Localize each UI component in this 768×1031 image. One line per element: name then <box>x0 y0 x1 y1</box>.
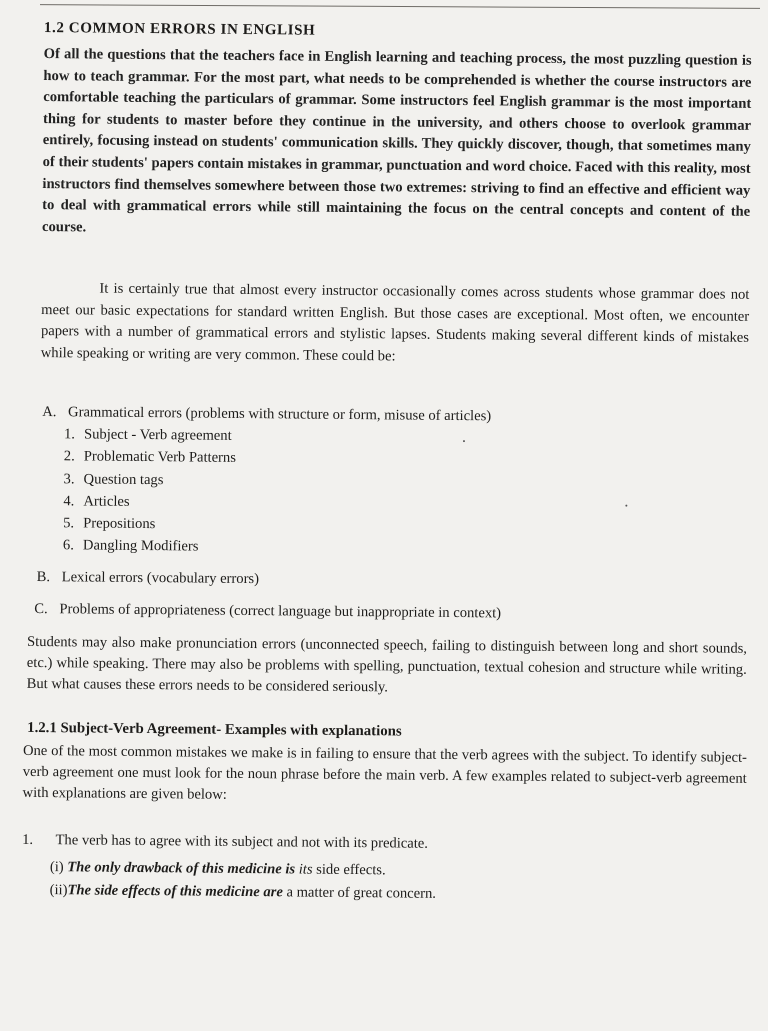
sublist-item-num: 2. <box>63 448 75 465</box>
list-text-a: Grammatical errors (problems with structure or form, misuse of articles) <box>68 404 492 425</box>
sublist-item-text: Prepositions <box>83 515 156 533</box>
sublist-item-text: Subject - Verb agreement <box>83 426 232 444</box>
paragraph-intro: Of all the questions that the teachers face in English learning and teaching process, the most puzzling question is how to teach grammar. For the most part, what needs to be comprehended is whether the course instructors are comfortable teaching the particulars of grammar. Some instructors feel English grammar is the most important thing for students to master before they continue in the university, and others choose to overlook grammar entirely, focusing instead on students' communication skills. They quickly discover, though, that sometimes many of their students' papers contain mistakes in grammar, punctuation and word choice. Faced with this reality, most instructors find themselves somewhere between those two extremes: striving to find an effective and efficient way to deal with grammatical errors while still maintaining the focus on the central concepts and content of the course. <box>41 46 752 236</box>
sublist-item-num: 1. <box>63 426 76 443</box>
rule-number: 1. <box>22 831 34 848</box>
list-label-c: C. <box>34 600 48 618</box>
rule-text: The verb has to agree with its subject and not with its predicate. <box>55 832 429 852</box>
sublist-item-num: 6. <box>62 537 74 554</box>
subsection-heading: 1.2.1 Subject-Verb Agreement- Examples with explanations <box>27 719 402 740</box>
sublist-item-text: Problematic Verb Patterns <box>83 448 237 467</box>
sublist-item-text: Articles <box>83 493 130 510</box>
list-label-b: B. <box>36 568 51 586</box>
list-grammatical-errors <box>41 402 742 563</box>
sublist-item-text: Question tags <box>83 471 164 488</box>
list-text-c: Problems of appropriateness (correct language but inappropriate in context) <box>59 601 502 622</box>
sublist-grammatical-errors <box>41 423 742 563</box>
example-2 <box>50 880 437 905</box>
paragraph-instructors: It is certainly true that almost every instructor occasionally comes across students whose grammar does not meet our basic expectations for standard written English. But those cases are exceptional. Most often, we encounter papers with a number of grammatical errors and stylistic lapses. Students making several different kinds of mistakes while speaking or writing are very common. These could be: <box>40 280 750 364</box>
rule-item-1 <box>22 830 742 858</box>
section-heading: 1.2 COMMON ERRORS IN ENGLISH <box>43 20 316 39</box>
sublist-item-text: Dangling Modifiers <box>82 537 199 556</box>
speck <box>625 505 627 507</box>
sublist-item-num: 3. <box>63 470 75 487</box>
example-rest: a matter of great concern. <box>282 884 437 902</box>
list-text-b: Lexical errors (vocabulary errors) <box>61 569 260 588</box>
sublist-item-num: 5. <box>63 515 75 532</box>
sublist-item-num: 4. <box>63 493 75 510</box>
example-rest: side effects. <box>312 861 386 879</box>
paragraph-subject-verb: One of the most common mistakes we make is in failing to ensure that the verb agrees with the subject. To identify subject-verb agreement one must look for the noun phrase before the main verb. A few examples related to subject-verb agreement with explanations are given below: <box>22 742 748 803</box>
example-italic-word: its <box>298 861 313 878</box>
example-number: (ii) <box>49 882 68 899</box>
paragraph-pronunciation: Students may also make pronunciation errors (unconnected speech, failing to distinguish between long and short sounds, etc.) while speaking. There may also be problems with spelling, punctuation, textual cohesion and structure while writing. But what causes these errors needs to be considered seriously. <box>26 633 748 696</box>
list-item-b <box>37 566 737 595</box>
speck <box>463 440 465 442</box>
example-emphasis: The only drawback of this medicine is <box>67 859 296 878</box>
list-label-a: A. <box>42 404 57 421</box>
example-1 <box>50 857 386 881</box>
example-emphasis: The side effects of this medicine are <box>67 882 283 901</box>
example-number: (i) <box>49 859 64 876</box>
list-item-c <box>34 598 734 627</box>
